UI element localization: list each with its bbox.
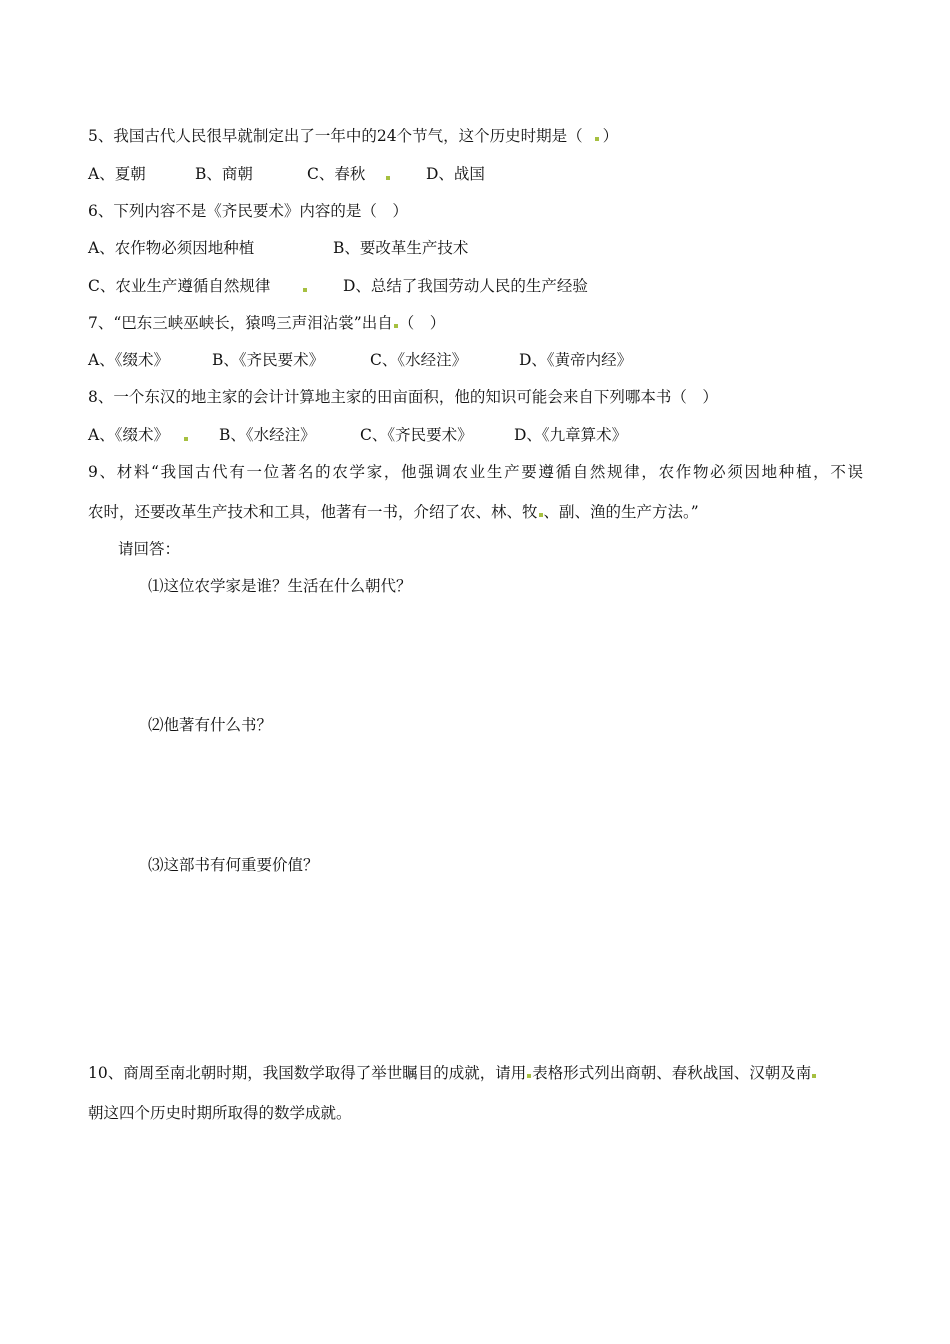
question-7-options bbox=[88, 350, 688, 370]
question-10-line2: 朝这四个历史时期所取得的数学成就。 bbox=[88, 1104, 352, 1122]
mark-dot bbox=[527, 1074, 531, 1078]
question-8-options bbox=[88, 425, 688, 445]
option-d: D、总结了我国劳动人民的生产经验 bbox=[343, 277, 588, 295]
mark-dot bbox=[539, 513, 543, 517]
option-c: C、《水经注》 bbox=[370, 351, 468, 369]
option-b: B、商朝 bbox=[195, 165, 253, 183]
option-d: D、战国 bbox=[426, 165, 485, 183]
question-8-stem: 8、一个东汉的地主家的会计计算地主家的田亩面积，他的知识可能会来自下列哪本书（ ） bbox=[88, 388, 718, 406]
question-9-sub-2: ⑵他著有什么书？ bbox=[148, 716, 273, 734]
question-5-options bbox=[88, 164, 588, 184]
question-6-options-row1 bbox=[88, 238, 688, 258]
option-d: D、《九章算术》 bbox=[514, 426, 628, 444]
option-a: A、夏朝 bbox=[88, 165, 146, 183]
mark-dot bbox=[303, 288, 307, 292]
question-5-stem: 5、我国古代人民很早就制定出了一年中的24个节气，这个历史时期是（ ） bbox=[88, 127, 619, 145]
mark-dot bbox=[595, 137, 599, 141]
question-10-line1: 10、商周至南北朝时期，我国数学取得了举世瞩目的成就，请用 表格形式列出商朝、春秋战国、汉朝及南 bbox=[88, 1063, 817, 1083]
option-b: B、要改革生产技术 bbox=[333, 239, 469, 257]
option-b: B、《齐民要术》 bbox=[212, 351, 325, 369]
question-9-sub-1: ⑴这位农学家是谁？生活在什么朝代？ bbox=[148, 577, 412, 595]
mark-dot bbox=[394, 324, 398, 328]
option-c: C、农业生产遵循自然规律 bbox=[88, 277, 271, 295]
option-c: C、春秋 bbox=[307, 165, 366, 183]
question-9-prompt: 请回答： bbox=[118, 540, 181, 558]
question-9-sub-3: ⑶这部书有何重要价值？ bbox=[148, 856, 319, 874]
mark-dot bbox=[184, 437, 188, 441]
question-6-options-row2 bbox=[88, 276, 688, 296]
option-a: A、《缀术》 bbox=[88, 351, 169, 369]
option-c: C、《齐民要术》 bbox=[360, 426, 473, 444]
question-9-material-line2: 农时，还要改革生产技术和工具，他著有一书，介绍了农、林、牧 、副、渔的生产方法。” bbox=[88, 503, 699, 521]
mark-dot bbox=[812, 1074, 816, 1078]
question-6-stem: 6、下列内容不是《齐民要术》内容的是（ ） bbox=[88, 202, 408, 220]
option-a: A、《缀术》 bbox=[88, 426, 169, 444]
mark-dot bbox=[386, 176, 390, 180]
option-b: B、《水经注》 bbox=[219, 426, 316, 444]
question-7-stem: 7、“巴东三峡巫峡长，猿鸣三声泪沾裳”出自 （ ） bbox=[88, 314, 446, 332]
option-d: D、《黄帝内经》 bbox=[519, 351, 633, 369]
option-a: A、农作物必须因地种植 bbox=[88, 239, 255, 257]
question-9-material-line1: 9、材料“我国古代有一位著名的农学家，他强调农业生产要遵循自然规律，农作物必须因地种植，不误 bbox=[88, 463, 863, 481]
